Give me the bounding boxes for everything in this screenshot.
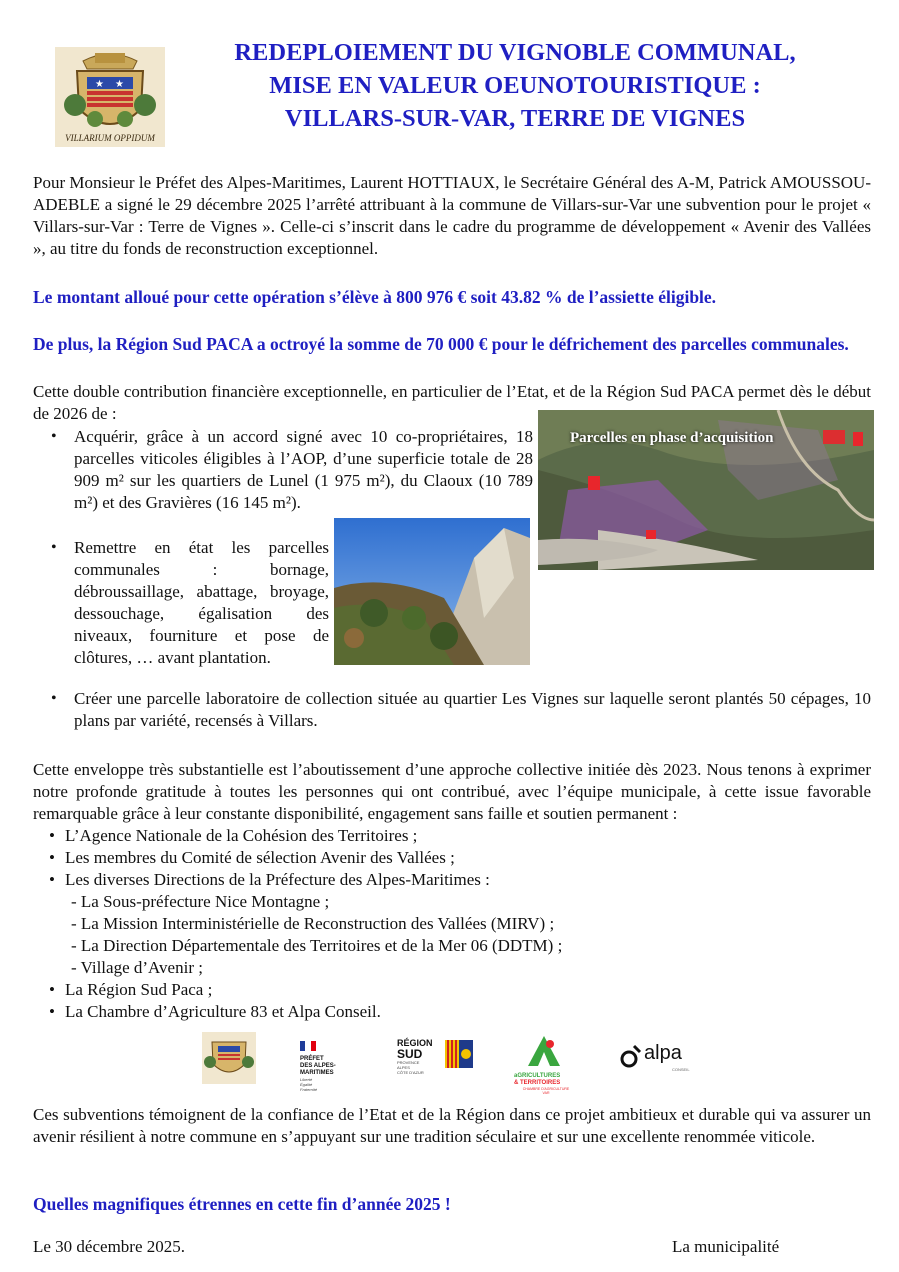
etrennes-highlight: Quelles magnifiques étrennes en cette fin d’année 2025 ! <box>33 1194 451 1214</box>
bullet-acquerir <box>33 426 533 514</box>
bullet-remettre <box>33 537 329 669</box>
list-item: • Remettre en état les parcelles communales : bornage, débroussaillage, abattage, broyage, dessouchage, égalisation des niveaux, fourniture et pose de clôtures, … avant plantation. <box>33 537 329 669</box>
bullet-creer <box>33 688 871 732</box>
enveloppe-paragraph: Cette enveloppe très substantielle est l’aboutissement d’une approche collective initiée dès 2023. Nous tenons à exprimer notre profonde gratitude à toutes les personnes qui ont contribué, avec l’équipe municipale, à cette issue favorable remarquable grâce à leur constante disponibilité, engagement sans faille et soutien permanent : <box>33 760 871 823</box>
list-item: • Acquérir, grâce à un accord signé avec 10 co-propriétaires, 18 parcelles viticoles éligibles à l’AOP, d’une superficie totale de 28 909 m² sur les quartiers de Lunel (1 975 m²), du Claoux (10 789 m²) et des Gravières (16 145 m²). <box>33 426 533 514</box>
sub-item: - La Sous-préfecture Nice Montagne ; <box>71 892 330 911</box>
date-text: Le 30 décembre 2025. <box>33 1237 185 1256</box>
prefet-line-3: MARITIMES <box>300 1070 334 1076</box>
prefet-logo <box>300 1038 360 1092</box>
partner-logos <box>200 1030 700 1100</box>
prefet-motto-1: Liberté <box>300 1077 313 1082</box>
region-highlight: De plus, la Région Sud PACA a octroyé la somme de 70 000 € pour le défrichement des parcelles communales. <box>33 334 849 354</box>
title-line-1: REDEPLOIEMENT DU VIGNOBLE COMMUNAL, <box>234 39 796 66</box>
alpa-sub: CONSEIL <box>672 1067 690 1072</box>
villars-crest-small-logo <box>202 1032 256 1084</box>
amount-highlight: Le montant alloué pour cette opération s’élève à 800 976 € soit 43.82 % de l’assiette éligible. <box>33 287 717 307</box>
agri-sub-2: VAR <box>542 1091 550 1095</box>
agri-line-2: & TERRITOIRES <box>514 1080 561 1086</box>
list-item: • La Chambre d’Agriculture 83 et Alpa Conseil. <box>33 1001 871 1023</box>
region-line-1: RÉGION <box>397 1038 433 1048</box>
alpa-conseil-logo <box>620 1042 696 1078</box>
region-sud-logo <box>397 1038 479 1084</box>
region-sub-2: ALPES <box>397 1065 410 1070</box>
prefet-motto-3: Fraternité <box>300 1087 318 1092</box>
alpa-wordmark: alpa <box>644 1042 682 1064</box>
agri-sub-1: CHAMBRE D'AGRICULTURE <box>522 1087 570 1091</box>
svg-text:★: ★ <box>95 79 104 90</box>
landscape-photo <box>334 518 530 665</box>
prefet-line-1: PRÉFET <box>300 1056 324 1062</box>
closing-paragraph: Ces subventions témoignent de la confiance de l’Etat et de la Région dans ce projet ambitieux et durable qui va assurer un avenir résilient à notre commune en s’appuyant sur une tradition séculaire et sur une excellente renommée viticole. <box>33 1105 871 1146</box>
signature-text: La municipalité <box>672 1237 780 1256</box>
page-title <box>185 36 845 135</box>
prefet-line-2: DES ALPES- <box>300 1063 336 1069</box>
region-sub-1: PROVENCE <box>397 1060 420 1065</box>
list-item: • Les diverses Directions de la Préfecture des Alpes-Maritimes : <box>33 869 871 891</box>
region-sub-3: CÔTE D'AZUR <box>397 1070 424 1075</box>
agriculture-a-icon <box>524 1034 564 1068</box>
map-caption: Parcelles en phase d’acquisition <box>570 430 774 446</box>
svg-text:★: ★ <box>115 79 124 90</box>
crest-motto: VILLARIUM OPPIDUM <box>65 133 155 143</box>
title-line-3: VILLARS-SUR-VAR, TERRE DE VIGNES <box>284 105 746 132</box>
intro-paragraph: Pour Monsieur le Préfet des Alpes-Maritimes, Laurent HOTTIAUX, le Secrétaire Général des A-M, Patrick AMOUSSOU-ADEBLE a signé le 29 décembre 2025 l’arrêté attribuant à la commune de Villars-sur-Var une subvention pour le projet « Villars-sur-Var : Terre de Vignes ». Celle-ci s’inscrit dans le cadre du programme de développement « Avenir des Vallées », au titre du fonds de reconstruction exceptionnel. <box>33 173 871 258</box>
chambre-agriculture-logo <box>514 1034 578 1098</box>
list-item: • Créer une parcelle laboratoire de collection située au quartier Les Vignes sur laquelle seront plantés 50 cépages, 10 plans par variété, recensés à Villars. <box>33 688 871 732</box>
double-contribution-paragraph: Cette double contribution financière exceptionnelle, en particulier de l’Etat, et de la Région Sud PACA permet dès le début de 2026 de : <box>33 382 871 423</box>
sub-item: - Village d’Avenir ; <box>71 958 203 977</box>
sub-item: - La Mission Interministérielle de Reconstruction des Vallées (MIRV) ; <box>71 914 555 933</box>
region-line-2: SUD <box>397 1047 423 1061</box>
alpa-mark-icon <box>620 1044 642 1068</box>
list-item: • La Région Sud Paca ; <box>33 979 871 1001</box>
title-line-2: MISE EN VALEUR OEUNOTOURISTIQUE : <box>269 72 761 99</box>
thanks-list <box>33 825 871 1023</box>
region-flag-icon <box>445 1040 473 1068</box>
list-item: • L’Agence Nationale de la Cohésion des Territoires ; <box>33 825 871 847</box>
sub-item: - La Direction Départementale des Territoires et de la Mer 06 (DDTM) ; <box>71 936 563 955</box>
list-item: • Les membres du Comité de sélection Avenir des Vallées ; <box>33 847 871 869</box>
parcel-map-image <box>538 410 874 570</box>
villars-crest-logo <box>55 47 165 147</box>
agri-line-1: aGRICULTURES <box>514 1073 561 1079</box>
prefet-motto-2: Égalité <box>300 1082 313 1087</box>
